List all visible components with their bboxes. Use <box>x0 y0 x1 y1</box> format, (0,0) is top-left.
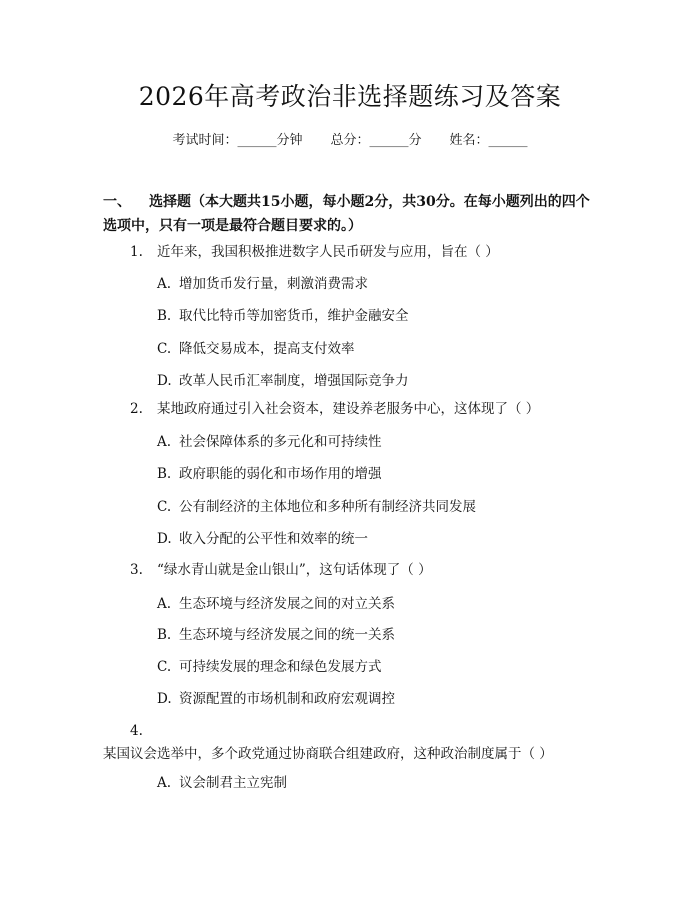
option-letter: D. <box>157 373 172 389</box>
option-text: 改革人民币汇率制度，增强国际竞争力 <box>179 373 409 389</box>
option-text: 生态环境与经济发展之间的对立关系 <box>179 596 395 612</box>
option-1c <box>157 339 355 359</box>
option-1b <box>157 306 409 326</box>
question-3 <box>103 559 601 582</box>
option-letter: C. <box>157 499 172 515</box>
option-text: 资源配置的市场机制和政府宏观调控 <box>179 691 395 707</box>
option-text: 公有制经济的主体地位和多种所有制经济共同发展 <box>179 499 476 515</box>
option-text: 收入分配的公平性和效率的统一 <box>179 531 368 547</box>
option-2d <box>157 529 368 549</box>
option-letter: C. <box>157 341 172 357</box>
student-name-field: 姓名：______ <box>449 133 528 148</box>
option-3b <box>157 625 395 645</box>
question-text: “绿水青山就是金山银山”，这句话体现了（ ） <box>157 562 432 578</box>
option-letter: A. <box>157 596 172 612</box>
option-text: 政府职能的弱化和市场作用的增强 <box>179 466 382 482</box>
option-text: 议会制君主立宪制 <box>179 775 287 791</box>
question-4 <box>103 720 601 766</box>
option-letter: D. <box>157 531 172 547</box>
option-2c <box>157 497 476 517</box>
option-letter: B. <box>157 627 172 643</box>
option-3c <box>157 657 382 677</box>
option-letter: B. <box>157 308 172 324</box>
option-4a <box>157 773 287 793</box>
exam-time-field: 考试时间：______分钟 <box>172 133 303 148</box>
option-text: 生态环境与经济发展之间的统一关系 <box>179 627 395 643</box>
option-text: 社会保障体系的多元化和可持续性 <box>179 434 382 450</box>
question-number: 2. <box>130 401 143 417</box>
question-text: 某国议会选举中，多个政党通过协商联合组建政府，这种政治制度属于（ ） <box>103 746 553 762</box>
option-letter: C. <box>157 659 172 675</box>
section-instructions: 选择题（本大题共15小题，每小题2分，共30分。在每小题列出的四个选项中，只有一项是最符合题目要求的。） <box>103 194 590 234</box>
option-text: 增加货币发行量，刺激消费需求 <box>179 276 368 292</box>
section-heading <box>103 190 601 238</box>
option-2a <box>157 432 382 452</box>
option-letter: A. <box>157 434 172 450</box>
question-2 <box>103 398 601 421</box>
question-number: 3. <box>130 562 143 578</box>
section-number: 一、 <box>103 194 131 210</box>
option-3a <box>157 594 395 614</box>
option-text: 降低交易成本，提高支付效率 <box>179 341 355 357</box>
option-letter: A. <box>157 276 172 292</box>
option-text: 取代比特币等加密货币，维护金融安全 <box>179 308 409 324</box>
option-letter: A. <box>157 775 172 791</box>
total-score-field: 总分：______分 <box>330 133 422 148</box>
question-text: 近年来，我国积极推进数字人民币研发与应用，旨在（ ） <box>157 244 499 260</box>
page-title: 2026年高考政治非选择题练习及答案 <box>138 82 562 111</box>
option-letter: D. <box>157 691 172 707</box>
question-number: 4. <box>130 723 143 739</box>
option-2b <box>157 464 382 484</box>
option-text: 可持续发展的理念和绿色发展方式 <box>179 659 382 675</box>
question-text: 某地政府通过引入社会资本，建设养老服务中心，这体现了（ ） <box>157 401 540 417</box>
option-1d <box>157 371 409 391</box>
option-letter: B. <box>157 466 172 482</box>
option-3d <box>157 689 395 709</box>
exam-meta <box>0 131 700 151</box>
question-number: 1. <box>130 244 143 260</box>
question-1 <box>103 241 601 264</box>
option-1a <box>157 274 368 294</box>
